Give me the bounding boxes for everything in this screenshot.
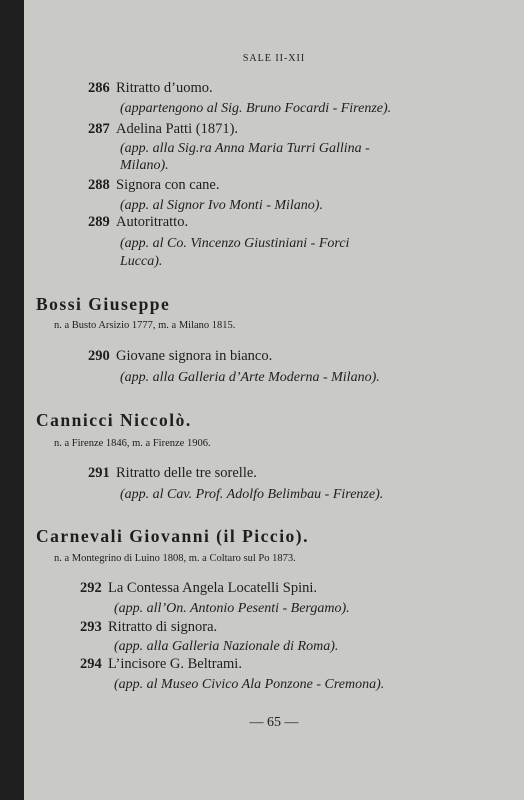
- catalog-entry: [88, 348, 272, 365]
- entry-title: Autoritratto.: [116, 214, 189, 230]
- book-page: [24, 0, 524, 800]
- entry-provenance-cont: Lucca).: [120, 254, 163, 269]
- artist-bio: n. a Firenze 1846, m. a Firenze 1906.: [54, 438, 211, 449]
- catalog-entry: [80, 619, 217, 636]
- entry-number: 291: [88, 465, 110, 481]
- entry-number: 286: [88, 80, 110, 96]
- entry-provenance: (app. alla Galleria d’Arte Moderna - Milano).: [120, 370, 380, 385]
- entry-number: 294: [80, 656, 102, 672]
- entry-provenance: (app. al Cav. Prof. Adolfo Belimbau - Firenze).: [120, 487, 384, 502]
- entry-number: 289: [88, 214, 110, 230]
- entry-title: Adelina Patti (1871).: [116, 121, 239, 137]
- entry-title: La Contessa Angela Locatelli Spini.: [108, 580, 317, 596]
- catalog-entry: [80, 656, 242, 673]
- entry-provenance: (app. alla Galleria Nazionale di Roma).: [114, 639, 339, 654]
- artist-name: Cannicci Niccolò.: [36, 410, 192, 430]
- catalog-entry: [88, 177, 219, 194]
- entry-number: 287: [88, 121, 110, 137]
- catalog-entry: [88, 465, 257, 482]
- catalog-entry: [88, 214, 188, 231]
- artist-bio: n. a Busto Arsizio 1777, m. a Milano 1815.: [54, 320, 236, 331]
- entry-number: 290: [88, 348, 110, 364]
- entry-provenance: (app. al Signor Ivo Monti - Milano).: [120, 198, 323, 213]
- entry-provenance: (app. al Museo Civico Ala Ponzone - Cremona).: [114, 677, 385, 692]
- entry-title: Ritratto d’uomo.: [116, 80, 213, 96]
- entry-provenance-cont: Milano).: [120, 158, 169, 173]
- entry-provenance: (app. al Co. Vincenzo Giustiniani - Forci: [120, 236, 350, 251]
- entry-number: 293: [80, 619, 102, 635]
- entry-title: L’incisore G. Beltrami.: [108, 656, 242, 672]
- entry-title: Ritratto delle tre sorelle.: [116, 465, 257, 481]
- entry-number: 288: [88, 177, 110, 193]
- catalog-entry: [80, 580, 317, 597]
- entry-title: Ritratto di signora.: [108, 619, 218, 635]
- running-header: SALE II-XII: [242, 53, 306, 64]
- artist-bio: n. a Montegrino di Luino 1808, m. a Coltaro sul Po 1873.: [54, 553, 296, 564]
- catalog-entry: [88, 121, 238, 138]
- artist-name: Carnevali Giovanni (il Piccio).: [36, 526, 310, 546]
- entry-provenance: (appartengono al Sig. Bruno Focardi - Firenze).: [120, 101, 392, 116]
- artist-name: Bossi Giuseppe: [36, 294, 171, 314]
- entry-number: 292: [80, 580, 102, 596]
- entry-title: Giovane signora in bianco.: [116, 348, 273, 364]
- catalog-entry: [88, 80, 213, 97]
- entry-provenance: (app. alla Sig.ra Anna Maria Turri Gallina -: [120, 141, 370, 156]
- page-number: — 65 —: [249, 715, 299, 730]
- entry-provenance: (app. all’On. Antonio Pesenti - Bergamo).: [114, 601, 350, 616]
- entry-title: Signora con cane.: [116, 177, 220, 193]
